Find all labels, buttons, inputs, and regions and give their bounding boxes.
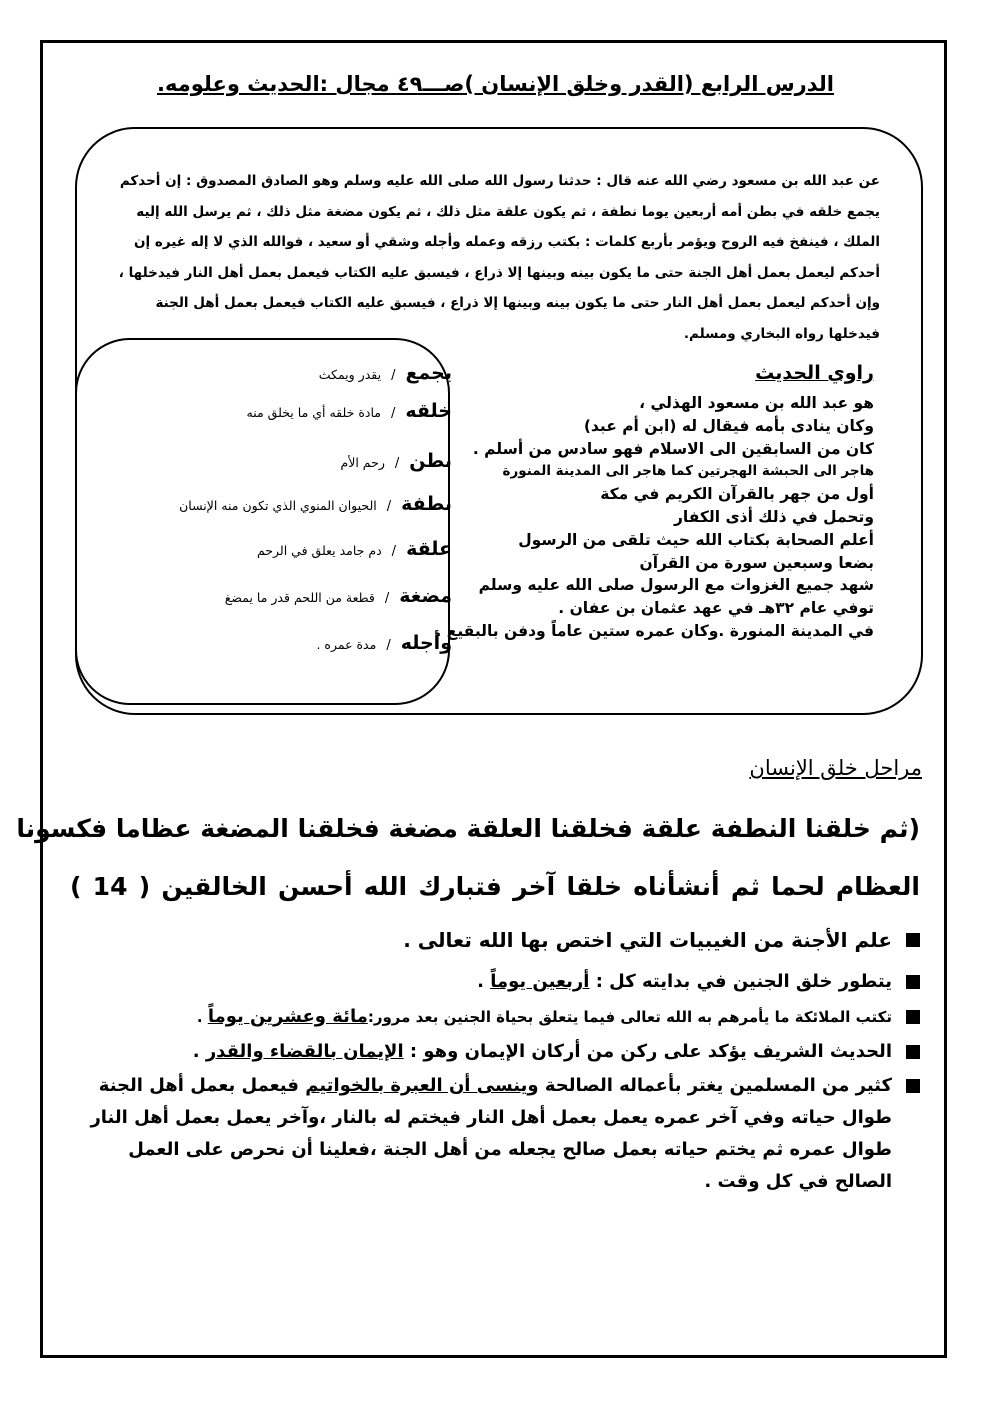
list-item: علم الأجنة من الغيبيات التي اختص بها الله تعالى . bbox=[132, 920, 922, 964]
hadith-line: عن عبد الله بن مسعود رضي الله عنه قال : حدثنا رسول الله صلى الله عليه وسلم وهو الصادق المصدوق : إن أحدكم bbox=[119, 173, 880, 189]
vocab-meaning: مادة خلقه أي ما يخلق منه bbox=[246, 405, 381, 420]
vocab-item: وأجله/مدة عمره . bbox=[316, 632, 452, 654]
narrator-line: توفي عام ٣٢هـ في عهد عثمان بن عفان . bbox=[558, 599, 874, 618]
vocab-word: وأجله bbox=[400, 632, 452, 654]
vocab-item: بطن/رحم الأم bbox=[340, 450, 452, 472]
narrator-heading: راوي الحديث bbox=[755, 362, 874, 384]
list-item: يتطور خلق الجنين في بدايته كل : أربعين يوماً . bbox=[132, 964, 922, 1000]
verse-line: (ثم خلقنا النطفة علقة فخلقنا العلقة مضغة فخلقنا المضغة عظاما فكسونا bbox=[16, 814, 920, 843]
vocab-word: بطن bbox=[409, 450, 452, 472]
vocab-meaning: مدة عمره . bbox=[316, 637, 377, 652]
vocab-item: نطفة/الحيوان المنوي الذي تكون منه الإنسان bbox=[179, 493, 452, 515]
square-bullet-icon bbox=[906, 1079, 920, 1093]
hadith-line: أحدكم ليعمل بعمل أهل الجنة حتى ما يكون بينه وبينها إلا ذراع ، فيسبق عليه الكتاب فيعمل بعمل أهل النار فيدخلها ، bbox=[118, 264, 880, 281]
narrator-line: هاجر الى الحبشة الهجرتين كما هاجر الى المدينة المنورة bbox=[502, 463, 874, 480]
vocab-meaning: دم جامد يعلق في الرحم bbox=[256, 543, 382, 558]
square-bullet-icon bbox=[906, 1010, 920, 1024]
narrator-line: وكان ينادى بأمه فيقال له (ابن أم عبد) bbox=[583, 416, 874, 435]
vocab-item: مضغة/قطعة من اللحم قدر ما يمضغ bbox=[224, 585, 452, 607]
narrator-line: وتحمل في ذلك أذى الكفار bbox=[674, 507, 874, 526]
stages-heading: مراحل خلق الإنسان bbox=[749, 756, 922, 780]
vocab-word: نطفة bbox=[401, 493, 452, 515]
vocab-word: علقة bbox=[406, 538, 452, 560]
list-item: كثير من المسلمين يغتر بأعماله الصالحة وينسى أن العبرة بالخواتيم فيعمل بعمل أهل الجنة طوال حياته وفي آخر عمره يعمل بعمل أهل النار فيختم له بالنار ،وآخر يعمل بعمل أهل النار طوال عمره ثم يختم حياته بعمل صالح يجعله من أهل الجنة ،فعلينا أن نحرص على العمل الصالح في كل وقت . bbox=[132, 1070, 922, 1198]
hadith-line: وإن أحدكم ليعمل بعمل أهل النار حتى ما يكون بينه وبينها إلا ذراع ، فيسبق عليه الكتاب فيعمل بعمل أهل الجنة bbox=[155, 295, 880, 312]
vocab-word: خلقه bbox=[405, 400, 452, 422]
vocab-meaning: الحيوان المنوي الذي تكون منه الإنسان bbox=[179, 498, 377, 513]
list-item: الحديث الشريف يؤكد على ركن من أركان الإيمان وهو : الإيمان بالقضاء والقدر . bbox=[132, 1034, 922, 1070]
narrator-line: في المدينة المنورة .وكان عمره ستين عاماً ودفن بالبقيع . bbox=[435, 621, 874, 640]
square-bullet-icon bbox=[906, 1045, 920, 1059]
lessons-list bbox=[90, 920, 922, 1198]
lesson-title: الدرس الرابع (القدر وخلق الإنسان )صـــ٤٩ مجال :الحديث وعلومه. bbox=[157, 72, 834, 96]
vocab-item: يجمع/يقدر ويمكث bbox=[318, 362, 452, 384]
vocab-meaning: قطعة من اللحم قدر ما يمضغ bbox=[224, 590, 375, 605]
verse-line: العظام لحما ثم أنشأناه خلقا آخر فتبارك الله أحسن الخالقين ( 14 ) bbox=[70, 872, 920, 901]
hadith-line: فيدخلها رواه البخاري ومسلم. bbox=[683, 325, 880, 342]
narrator-line: هو عبد الله بن مسعود الهذلي ، bbox=[639, 394, 874, 412]
vocab-word: مضغة bbox=[399, 585, 452, 607]
hadith-line: يجمع خلقه في بطن أمه أربعين يوما نطفة ، ثم يكون علقة مثل ذلك ، ثم يكون مضغة مثل ذلك ، ثم يرسل الله إليه bbox=[136, 203, 880, 220]
hadith-text bbox=[118, 166, 880, 350]
vocab-item: علقة/دم جامد يعلق في الرحم bbox=[256, 538, 452, 560]
narrator-line: أول من جهر بالقرآن الكريم في مكة bbox=[600, 485, 874, 504]
narrator-bio bbox=[434, 392, 874, 643]
quran-verse bbox=[16, 800, 920, 916]
vocab-meaning: رحم الأم bbox=[340, 455, 385, 470]
hadith-line: الملك ، فينفخ فيه الروح ويؤمر بأربع كلمات : بكتب رزقه وعمله وأجله وشقي أو سعيد ، فوالله الذي لا إله غيره إن bbox=[134, 234, 880, 251]
list-item: تكتب الملائكة ما يأمرهم به الله تعالى فيما يتعلق بحياة الجنين بعد مرور:مائة وعشرين يوماً . bbox=[132, 1000, 922, 1034]
narrator-line: أعلم الصحابة بكتاب الله حيث تلقى من الرسول bbox=[518, 530, 874, 549]
vocab-word: يجمع bbox=[405, 362, 452, 384]
square-bullet-icon bbox=[906, 975, 920, 989]
narrator-line: شهد جميع الغزوات مع الرسول صلى الله عليه وسلم bbox=[478, 576, 874, 595]
narrator-line: كان من السابقين الى الاسلام فهو سادس من أسلم . bbox=[472, 439, 874, 458]
square-bullet-icon bbox=[906, 933, 920, 947]
vocab-item: خلقه/مادة خلقه أي ما يخلق منه bbox=[246, 400, 452, 422]
vocab-meaning: يقدر ويمكث bbox=[318, 367, 382, 382]
narrator-line: بضعا وسبعين سورة من القرآن bbox=[639, 553, 874, 572]
